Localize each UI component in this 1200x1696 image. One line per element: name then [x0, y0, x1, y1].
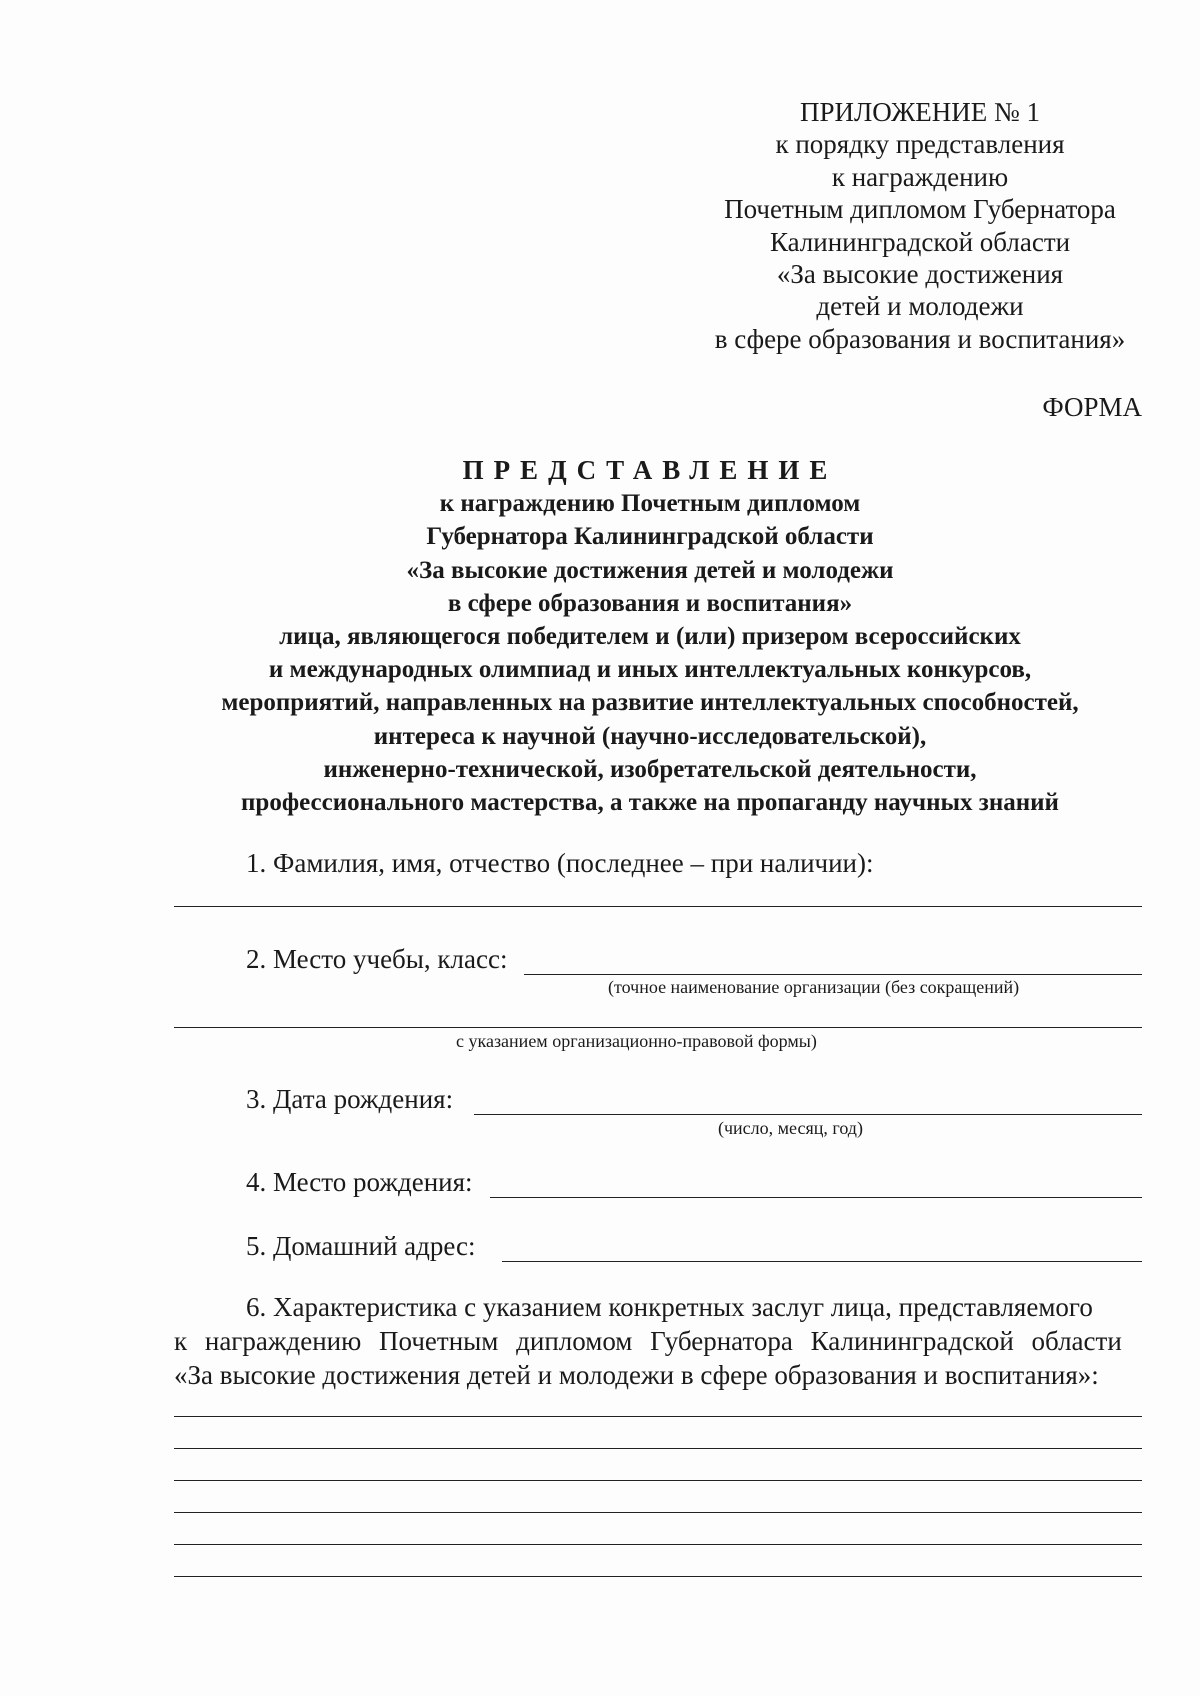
appendix-line: к награждению	[831, 161, 1009, 192]
title-line: к награждению Почетным дипломом	[439, 490, 861, 518]
field-2-input-line[interactable]	[524, 974, 1142, 975]
field-3-hint: (число, месяц, год)	[718, 1118, 863, 1138]
form-label: ФОРМА	[1042, 392, 1142, 422]
appendix-header	[700, 96, 1140, 355]
field-6-line-3: «За высокие достижения детей и молодежи в сфере образования и воспитания»:	[174, 1360, 1099, 1390]
field-1-input-line[interactable]	[174, 906, 1142, 907]
title-line: «За высокие достижения детей и молодежи	[406, 556, 894, 584]
field-6-input-line[interactable]	[174, 1512, 1142, 1513]
field-6-line-1: 6. Характеристика с указанием конкретных заслуг лица, представляемого	[246, 1292, 1093, 1322]
field-3-input-line[interactable]	[474, 1114, 1142, 1115]
field-5-label: 5. Домашний адрес:	[246, 1231, 476, 1261]
title-line: мероприятий, направленных на развитие интеллектуальных способностей,	[221, 689, 1079, 717]
appendix-line: детей и молодежи	[816, 291, 1024, 322]
appendix-line: «За высокие достижения	[776, 259, 1064, 290]
document-title	[100, 454, 1200, 819]
title-heading: ПРЕДСТАВЛЕНИЕ	[462, 455, 838, 485]
field-6-input-line[interactable]	[174, 1576, 1142, 1577]
appendix-line: Калининградской области	[769, 226, 1071, 257]
title-line: интереса к научной (научно-исследовательской),	[373, 722, 927, 750]
title-line: Губернатора Калининградской области	[426, 523, 874, 551]
appendix-line: к порядку представления	[775, 129, 1065, 160]
title-line: в сфере образования и воспитания»	[447, 589, 853, 617]
field-6-input-line[interactable]	[174, 1544, 1142, 1545]
appendix-line: в сфере образования и воспитания»	[714, 323, 1126, 354]
title-line: профессионального мастерства, а также на пропаганду научных знаний	[241, 789, 1059, 817]
field-6-line-2: к награждению Почетным дипломом Губернатора Калининградской области	[174, 1326, 1122, 1356]
field-3-label: 3. Дата рождения:	[246, 1084, 454, 1114]
field-2-hint-2: с указанием организационно-правовой формы)	[456, 1031, 817, 1051]
title-line: лица, являющегося победителем и (или) призером всероссийских	[279, 623, 1021, 651]
title-line: инженерно-технической, изобретательской деятельности,	[323, 755, 977, 783]
field-6-input-line[interactable]	[174, 1480, 1142, 1481]
appendix-line: Почетным дипломом Губернатора	[724, 194, 1116, 225]
field-6-input-line[interactable]	[174, 1448, 1142, 1449]
field-2-hint: (точное наименование организации (без сокращений)	[608, 977, 1020, 997]
field-4-label: 4. Место рождения:	[246, 1167, 473, 1197]
field-2-input-line-2[interactable]	[174, 1027, 1142, 1028]
field-5-input-line[interactable]	[502, 1261, 1142, 1262]
field-1-label: 1. Фамилия, имя, отчество (последнее – при наличии):	[246, 848, 874, 878]
field-2-label: 2. Место учебы, класс:	[246, 944, 508, 974]
title-line: и международных олимпиад и иных интеллектуальных конкурсов,	[268, 656, 1032, 684]
field-6-input-line[interactable]	[174, 1416, 1142, 1417]
appendix-line: ПРИЛОЖЕНИЕ № 1	[799, 97, 1041, 127]
field-4-input-line[interactable]	[490, 1197, 1142, 1198]
